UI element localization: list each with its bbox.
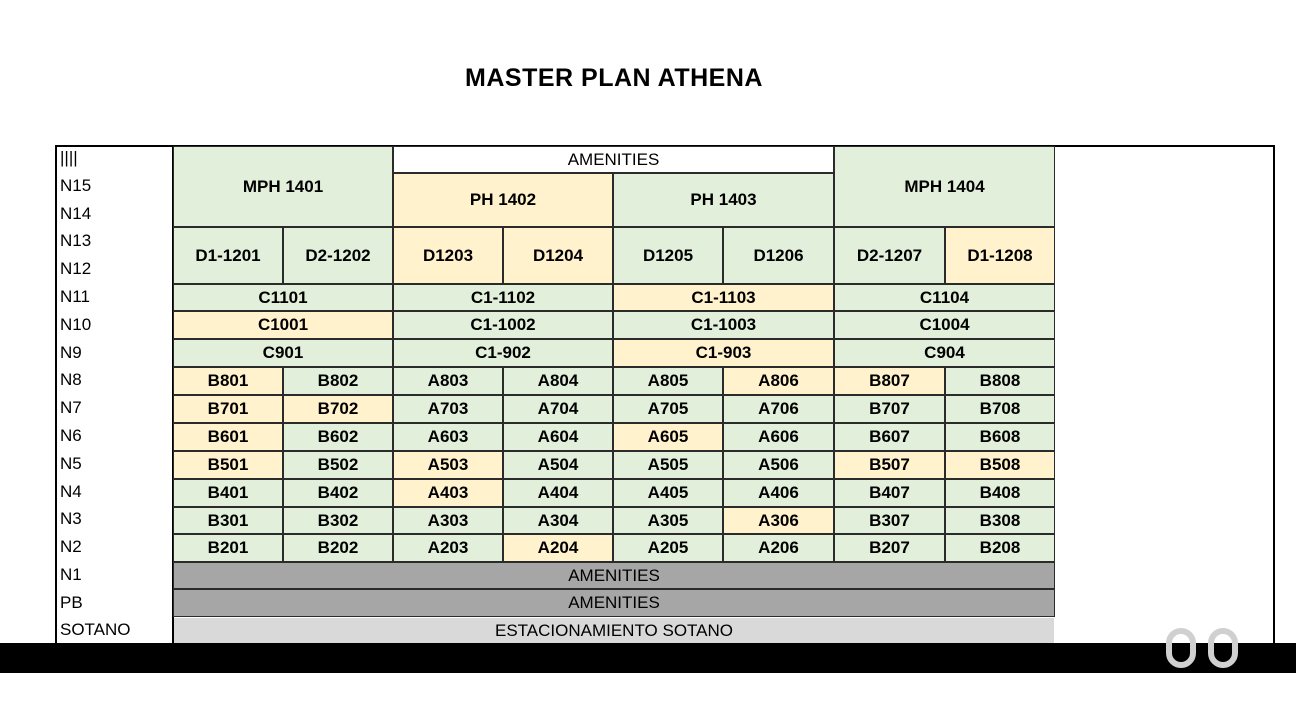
unit-d: D1-1201: [173, 227, 283, 284]
unit-cell: B302: [283, 507, 393, 534]
unit-cell: A503: [393, 451, 503, 479]
unit-cell: A203: [393, 534, 503, 562]
unit-d: D1203: [393, 227, 503, 284]
unit-cell: B408: [945, 479, 1055, 507]
unit-cell: A603: [393, 423, 503, 451]
unit-mph-1401: MPH 1401: [173, 146, 393, 227]
unit-cell: B308: [945, 507, 1055, 534]
unit-cell: A405: [613, 479, 723, 507]
level-label-n11: N11: [60, 287, 90, 306]
unit-cell: A804: [503, 367, 613, 395]
unit-cell: B401: [173, 479, 283, 507]
unit-cell: B707: [834, 395, 945, 423]
unit-c: C1004: [834, 311, 1055, 339]
unit-c: C1104: [834, 284, 1055, 311]
unit-ph-1402: PH 1402: [393, 173, 613, 227]
basement-parking: ESTACIONAMIENTO SOTANO: [174, 618, 1054, 643]
unit-cell: B601: [173, 423, 283, 451]
unit-cell: A805: [613, 367, 723, 395]
watermark-icon: [1166, 628, 1196, 668]
unit-d: D2-1202: [283, 227, 393, 284]
unit-cell: A304: [503, 507, 613, 534]
unit-cell: B802: [283, 367, 393, 395]
unit-c: C1-1002: [393, 311, 613, 339]
unit-cell: A406: [723, 479, 834, 507]
unit-cell: B201: [173, 534, 283, 562]
unit-cell: B507: [834, 451, 945, 479]
unit-cell: B708: [945, 395, 1055, 423]
n1-amenities: AMENITIES: [173, 562, 1055, 589]
unit-cell: B307: [834, 507, 945, 534]
unit-cell: A505: [613, 451, 723, 479]
unit-d: D1206: [723, 227, 834, 284]
unit-cell: B808: [945, 367, 1055, 395]
unit-cell: A205: [613, 534, 723, 562]
level-label-n15: N15: [60, 176, 92, 195]
unit-cell: A404: [503, 479, 613, 507]
unit-cell: B607: [834, 423, 945, 451]
level-label-n2: N2: [60, 537, 82, 556]
unit-c: C1101: [173, 284, 393, 311]
unit-cell: A306: [723, 507, 834, 534]
unit-cell: B501: [173, 451, 283, 479]
unit-cell: A606: [723, 423, 834, 451]
unit-cell: B502: [283, 451, 393, 479]
unit-cell: B208: [945, 534, 1055, 562]
unit-cell: A604: [503, 423, 613, 451]
level-label-roof: ||||: [60, 148, 78, 167]
roof-amenities: AMENITIES: [393, 146, 834, 173]
unit-cell: B608: [945, 423, 1055, 451]
unit-cell: B702: [283, 395, 393, 423]
level-label-n1: N1: [60, 565, 82, 584]
bottom-black-bar: [0, 643, 1296, 673]
unit-cell: A504: [503, 451, 613, 479]
level-label-n3: N3: [60, 509, 82, 528]
level-label-n9: N9: [60, 343, 82, 362]
unit-cell: A204: [503, 534, 613, 562]
unit-cell: B402: [283, 479, 393, 507]
unit-cell: B207: [834, 534, 945, 562]
unit-cell: A706: [723, 395, 834, 423]
unit-cell: A305: [613, 507, 723, 534]
unit-cell: A506: [723, 451, 834, 479]
unit-cell: B701: [173, 395, 283, 423]
unit-d: D1204: [503, 227, 613, 284]
level-label-n6: N6: [60, 426, 82, 445]
unit-cell: A803: [393, 367, 503, 395]
unit-mph-1404: MPH 1404: [834, 146, 1055, 227]
unit-cell: B202: [283, 534, 393, 562]
unit-cell: B807: [834, 367, 945, 395]
page-title: MASTER PLAN ATHENA: [465, 64, 763, 92]
level-label-n8: N8: [60, 370, 82, 389]
unit-c: C1001: [173, 311, 393, 339]
unit-c: C1-1103: [613, 284, 834, 311]
level-label-n14: N14: [60, 204, 92, 223]
unit-cell: B301: [173, 507, 283, 534]
level-label-sotano: SOTANO: [60, 620, 131, 639]
level-label-pb: PB: [60, 593, 83, 612]
unit-cell: B407: [834, 479, 945, 507]
unit-ph-1403: PH 1403: [613, 173, 834, 227]
level-label-n13: N13: [60, 231, 92, 250]
unit-d: D1-1208: [945, 227, 1055, 284]
unit-cell: A403: [393, 479, 503, 507]
unit-c: C904: [834, 339, 1055, 367]
level-label-n5: N5: [60, 454, 82, 473]
pb-amenities: AMENITIES: [173, 589, 1055, 617]
level-label-n7: N7: [60, 398, 82, 417]
unit-cell: A303: [393, 507, 503, 534]
unit-cell: A704: [503, 395, 613, 423]
unit-c: C1-902: [393, 339, 613, 367]
unit-c: C901: [173, 339, 393, 367]
watermark-icon: [1208, 628, 1238, 668]
level-label-n10: N10: [60, 315, 92, 334]
unit-cell: A605: [613, 423, 723, 451]
level-label-n12: N12: [60, 259, 92, 278]
unit-cell: B602: [283, 423, 393, 451]
unit-cell: A703: [393, 395, 503, 423]
unit-c: C1-1102: [393, 284, 613, 311]
unit-cell: A705: [613, 395, 723, 423]
unit-c: C1-903: [613, 339, 834, 367]
unit-cell: A806: [723, 367, 834, 395]
unit-cell: B801: [173, 367, 283, 395]
unit-d: D1205: [613, 227, 723, 284]
unit-cell: A206: [723, 534, 834, 562]
unit-cell: B508: [945, 451, 1055, 479]
level-label-n4: N4: [60, 482, 82, 501]
unit-d: D2-1207: [834, 227, 945, 284]
unit-c: C1-1003: [613, 311, 834, 339]
